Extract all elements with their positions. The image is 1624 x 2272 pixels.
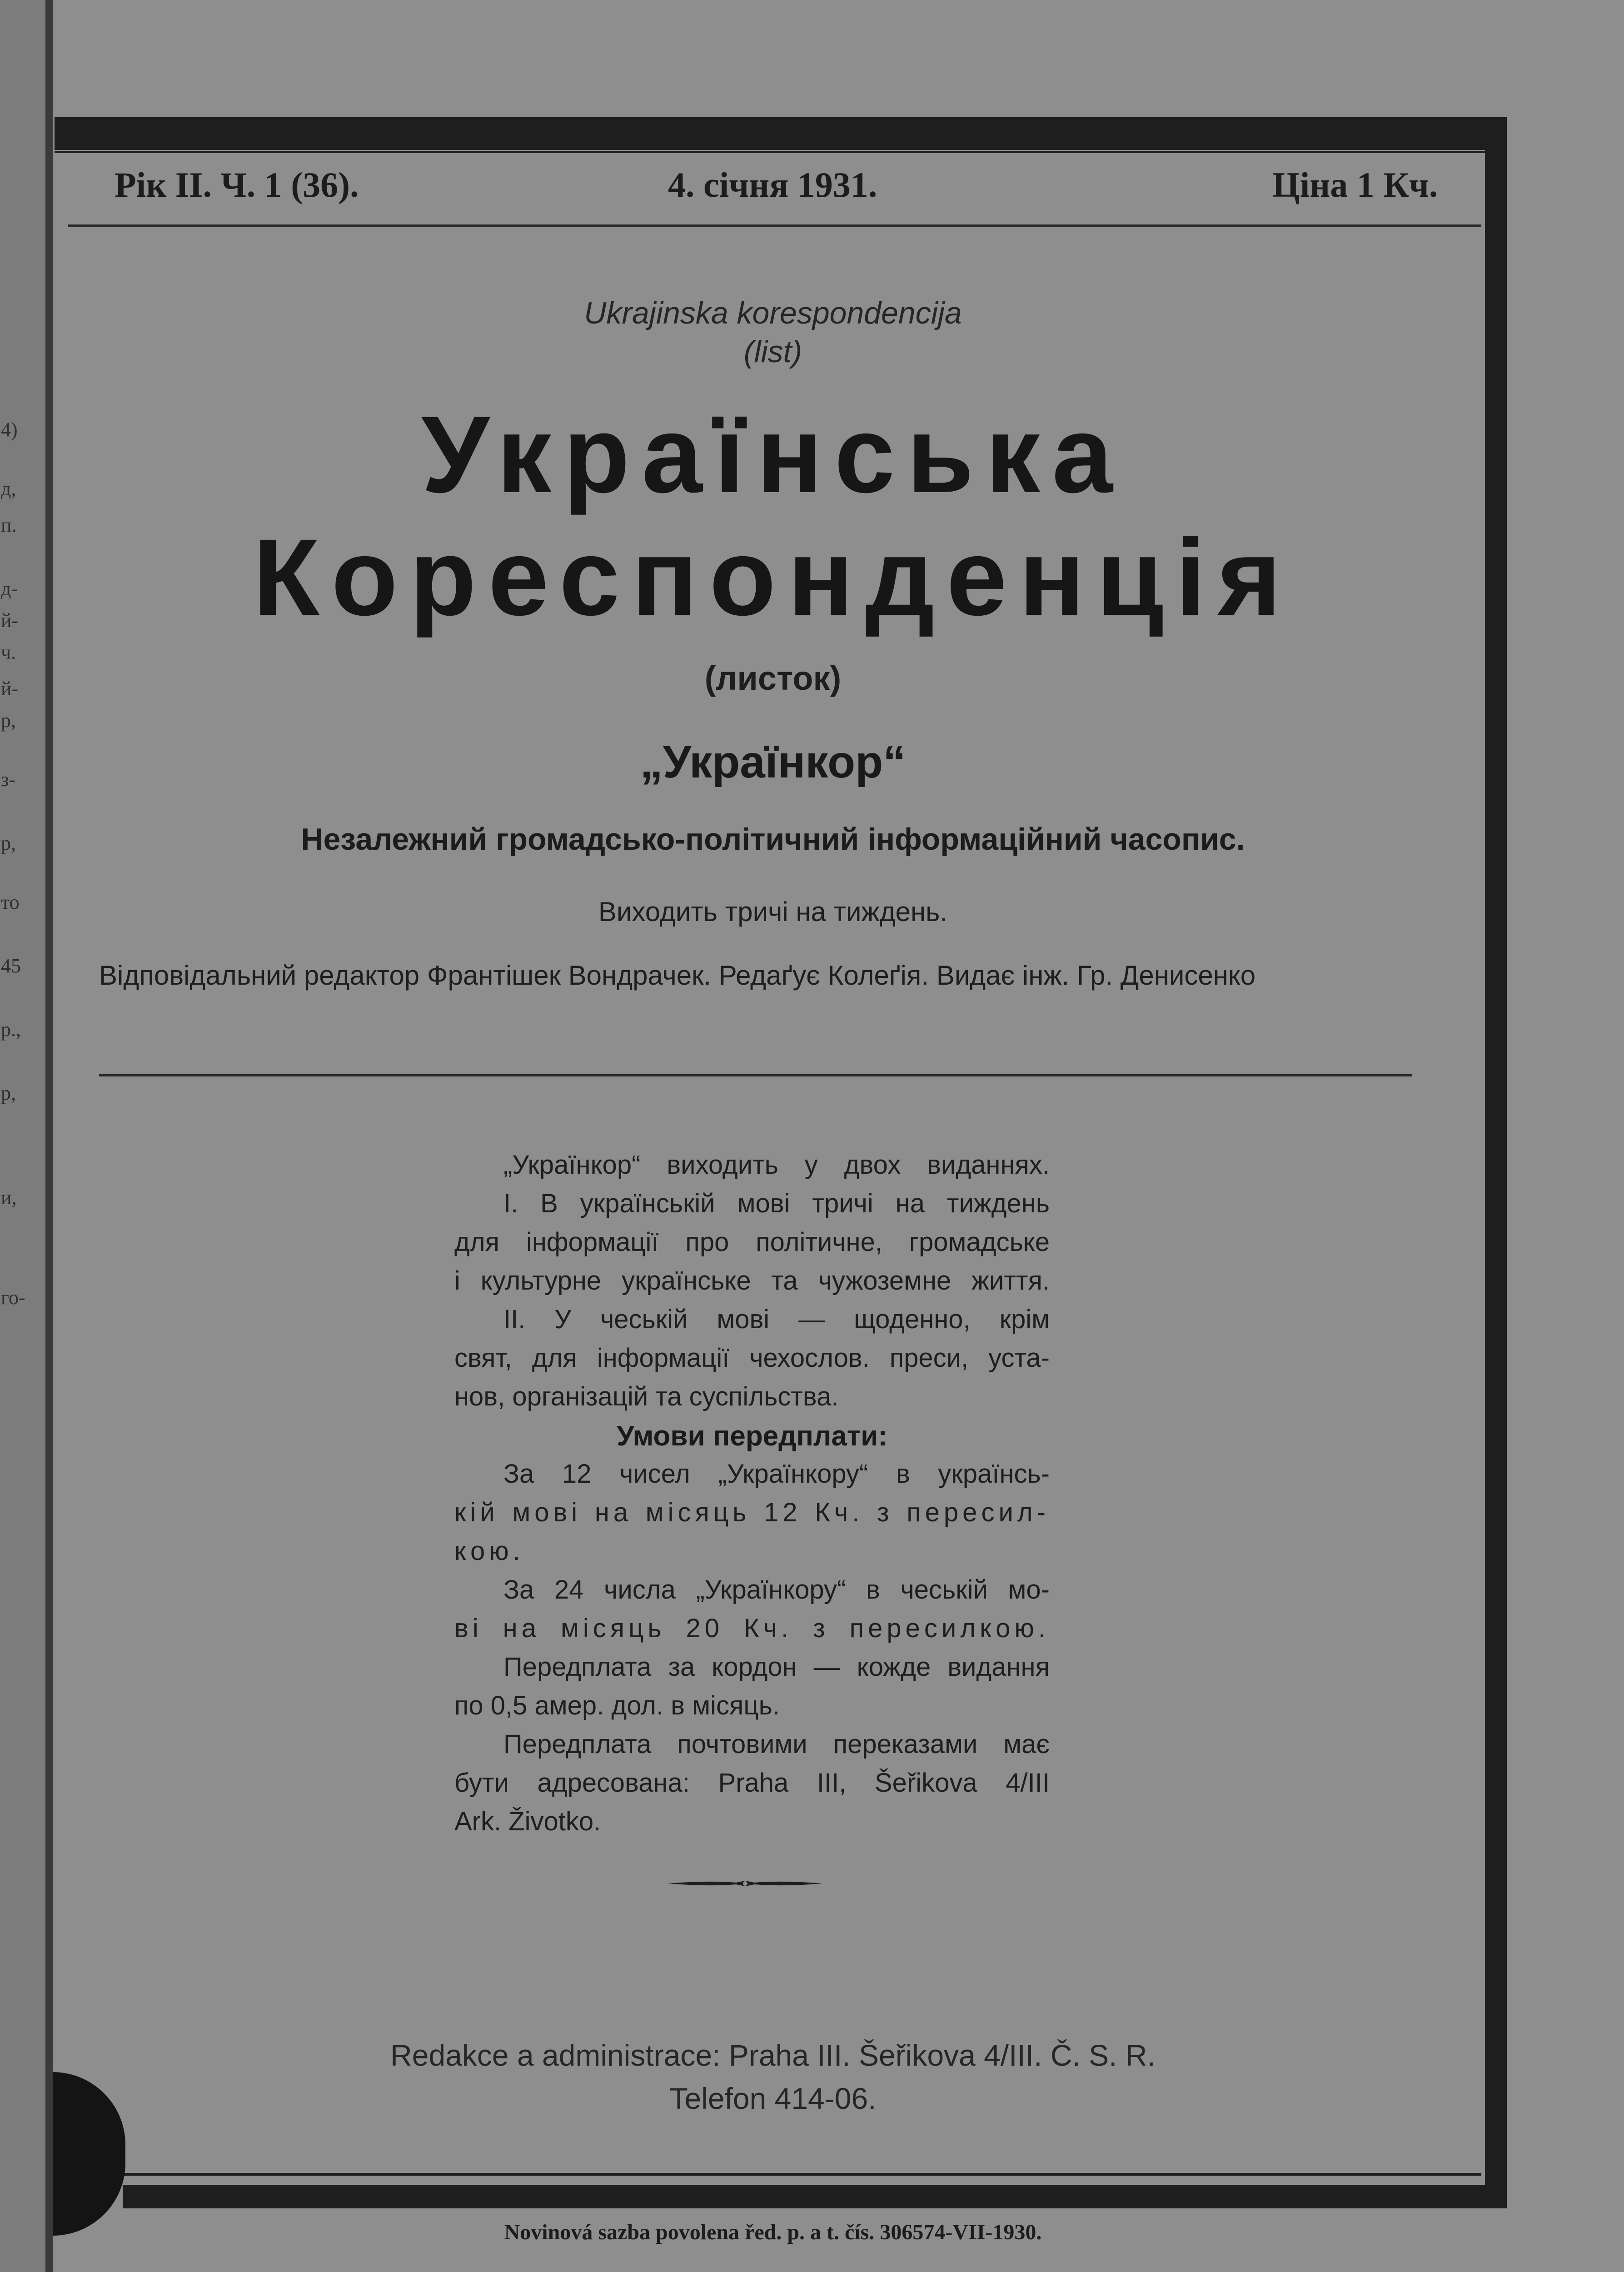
short-name: „Українкор“ — [640, 737, 906, 787]
body-line: Передплата за кордон — кожде видання — [503, 1652, 1050, 1682]
footer-address: Redakce a administrace: Praha III. Šeřikova 4/III. Č. S. R. — [390, 2038, 1156, 2072]
margin-fragment: й- — [1, 609, 19, 632]
tagline: Незалежний громадсько-політичний інформаційний часопис. — [301, 822, 1245, 857]
body-line: Ark. Životko. — [454, 1807, 601, 1836]
body-line: бути адресована: Praha III, Šeřikova 4/III — [454, 1768, 1050, 1798]
margin-fragment: р, — [1, 709, 16, 732]
margin-fragment: го- — [1, 1286, 25, 1309]
body-line: нов, організацій та суспільства. — [454, 1382, 839, 1411]
bottom-frame-bar — [123, 2185, 1507, 2208]
margin-fragment: з- — [1, 768, 16, 791]
margin-fragment: д- — [1, 578, 18, 600]
margin-fragment: п. — [1, 514, 17, 536]
ornament-divider — [668, 1877, 822, 1890]
bottom-frame-line — [123, 2173, 1481, 2176]
page-gutter — [45, 0, 53, 2272]
margin-fragment: то — [1, 891, 20, 913]
subscription-heading: Умови передплати: — [617, 1420, 887, 1452]
body-line: ві на місяць 20 Кч. з пересилкою. — [454, 1614, 1050, 1643]
top-frame-line — [55, 151, 1507, 153]
margin-fragment: й- — [1, 678, 19, 700]
title-subtitle: (листок) — [704, 659, 842, 697]
main-title-line-2: Кореспонденція — [253, 516, 1293, 638]
margin-fragment: р, — [1, 1082, 16, 1104]
body-line: За 12 чисел „Українкору“ в українсь- — [503, 1459, 1050, 1489]
issue-number: Рік II. Ч. 1 (36). — [115, 165, 359, 204]
main-title-line-1: Українська — [421, 394, 1125, 515]
issue-date: 4. січня 1931. — [668, 165, 877, 204]
body-line: „Українкор“ виходить у двох виданнях. — [503, 1150, 1050, 1180]
margin-fragment: д, — [1, 478, 16, 500]
latin-subtitle: (list) — [743, 334, 802, 369]
body-line: II. У чеській мові — щоденно, крім — [503, 1305, 1050, 1334]
latin-title: Ukrajinska korespondencija — [584, 296, 962, 330]
body-line: кою. — [454, 1536, 524, 1566]
frequency: Виходить тричі на тиждень. — [598, 897, 948, 927]
body-line: і культурне українське та чужоземне життя. — [454, 1266, 1050, 1295]
body-line: для інформації про політичне, громадське — [454, 1227, 1050, 1257]
body-line: I. В українській мові тричі на тиждень — [503, 1189, 1050, 1218]
margin-fragment: 4) — [1, 419, 18, 441]
margin-fragment: и, — [1, 1186, 17, 1209]
body-line: кій мові на місяць 12 Кч. з пересил- — [454, 1498, 1050, 1527]
body-line: Передплата почтовими переказами має — [503, 1729, 1050, 1759]
editors-line: Відповідальний редактор Франтішек Вондрачек. Редаґує Колеґія. Видає інж. Гр. Денисенко — [99, 960, 1256, 991]
header-rule — [68, 224, 1481, 227]
section-rule — [99, 1074, 1412, 1076]
adjacent-page-strip — [0, 0, 45, 2272]
top-frame-bar — [55, 117, 1507, 150]
margin-fragment: ч. — [1, 641, 16, 663]
margin-fragment: р, — [1, 832, 16, 854]
body-line: За 24 числа „Українкору“ в чеській мо- — [503, 1575, 1050, 1604]
issue-price: Ціна 1 Кч. — [1272, 165, 1438, 204]
body-line: по 0,5 амер. дол. в місяць. — [454, 1691, 780, 1720]
body-line: свят, для інформації чехослов. преси, уста- — [454, 1343, 1050, 1373]
margin-fragment: 45 — [1, 955, 21, 977]
license-note: Novinová sazba povolena řed. p. a t. čís. 306574-VII-1930. — [504, 2220, 1042, 2244]
margin-fragment: р., — [1, 1018, 21, 1041]
footer-phone: Telefon 414-06. — [669, 2082, 877, 2115]
